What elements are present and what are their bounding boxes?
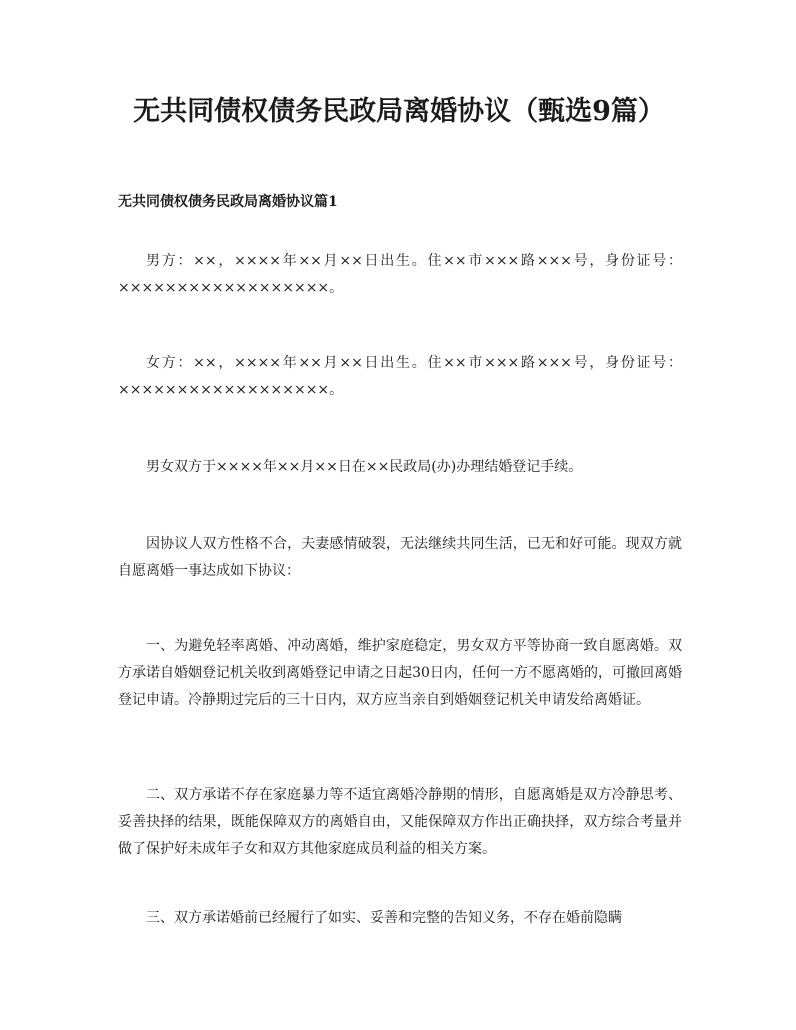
paragraph-clause-2: 二、双方承诺不存在家庭暴力等不适宜离婚冷静期的情形，自愿离婚是双方冷静思考、妥善抉择的结果，既能保障双方的离婚自由，又能保障双方作出正确抉择，双方综合考量并做了保护好未成年子女和双方其他家庭成员利益的相关方案。 [118, 787, 682, 857]
paragraph-clause-1: 一、为避免轻率离婚、冲动离婚，维护家庭稳定，男女双方平等协商一致自愿离婚。双方承诺自婚姻登记机关收到离婚登记申请之日起30日内，任何一方不愿离婚的，可撤回离婚登记申请。冷静期过完后的三十日内，双方应当亲自到婚姻登记机关申请发给离婚证。 [118, 638, 682, 708]
section-heading: 无共同债权债务民政局离婚协议篇1 [118, 194, 338, 210]
paragraph-divorce-reason: 因协议人双方性格不合，夫妻感情破裂，无法继续共同生活，已无和好可能。现双方就自愿离婚一事达成如下协议： [118, 536, 682, 579]
paragraph-clause-3: 三、双方承诺婚前已经履行了如实、妥善和完整的告知义务，不存在婚前隐瞒 [146, 910, 622, 926]
paragraph-wife-info: 女方：××，××××年××月××日出生。住××市×××路×××号，身份证号：××××××××××××××××××。 [118, 355, 682, 398]
paragraph-husband-info: 男方：××，××××年××月××日出生。住××市×××路×××号，身份证号：××××××××××××××××××。 [118, 253, 682, 296]
document-title: 无共同债权债务民政局离婚协议（甄选9篇） [133, 96, 665, 127]
paragraph-marriage-registration: 男女双方于××××年××月××日在××民政局(办)办理结婚登记手续。 [146, 459, 583, 475]
